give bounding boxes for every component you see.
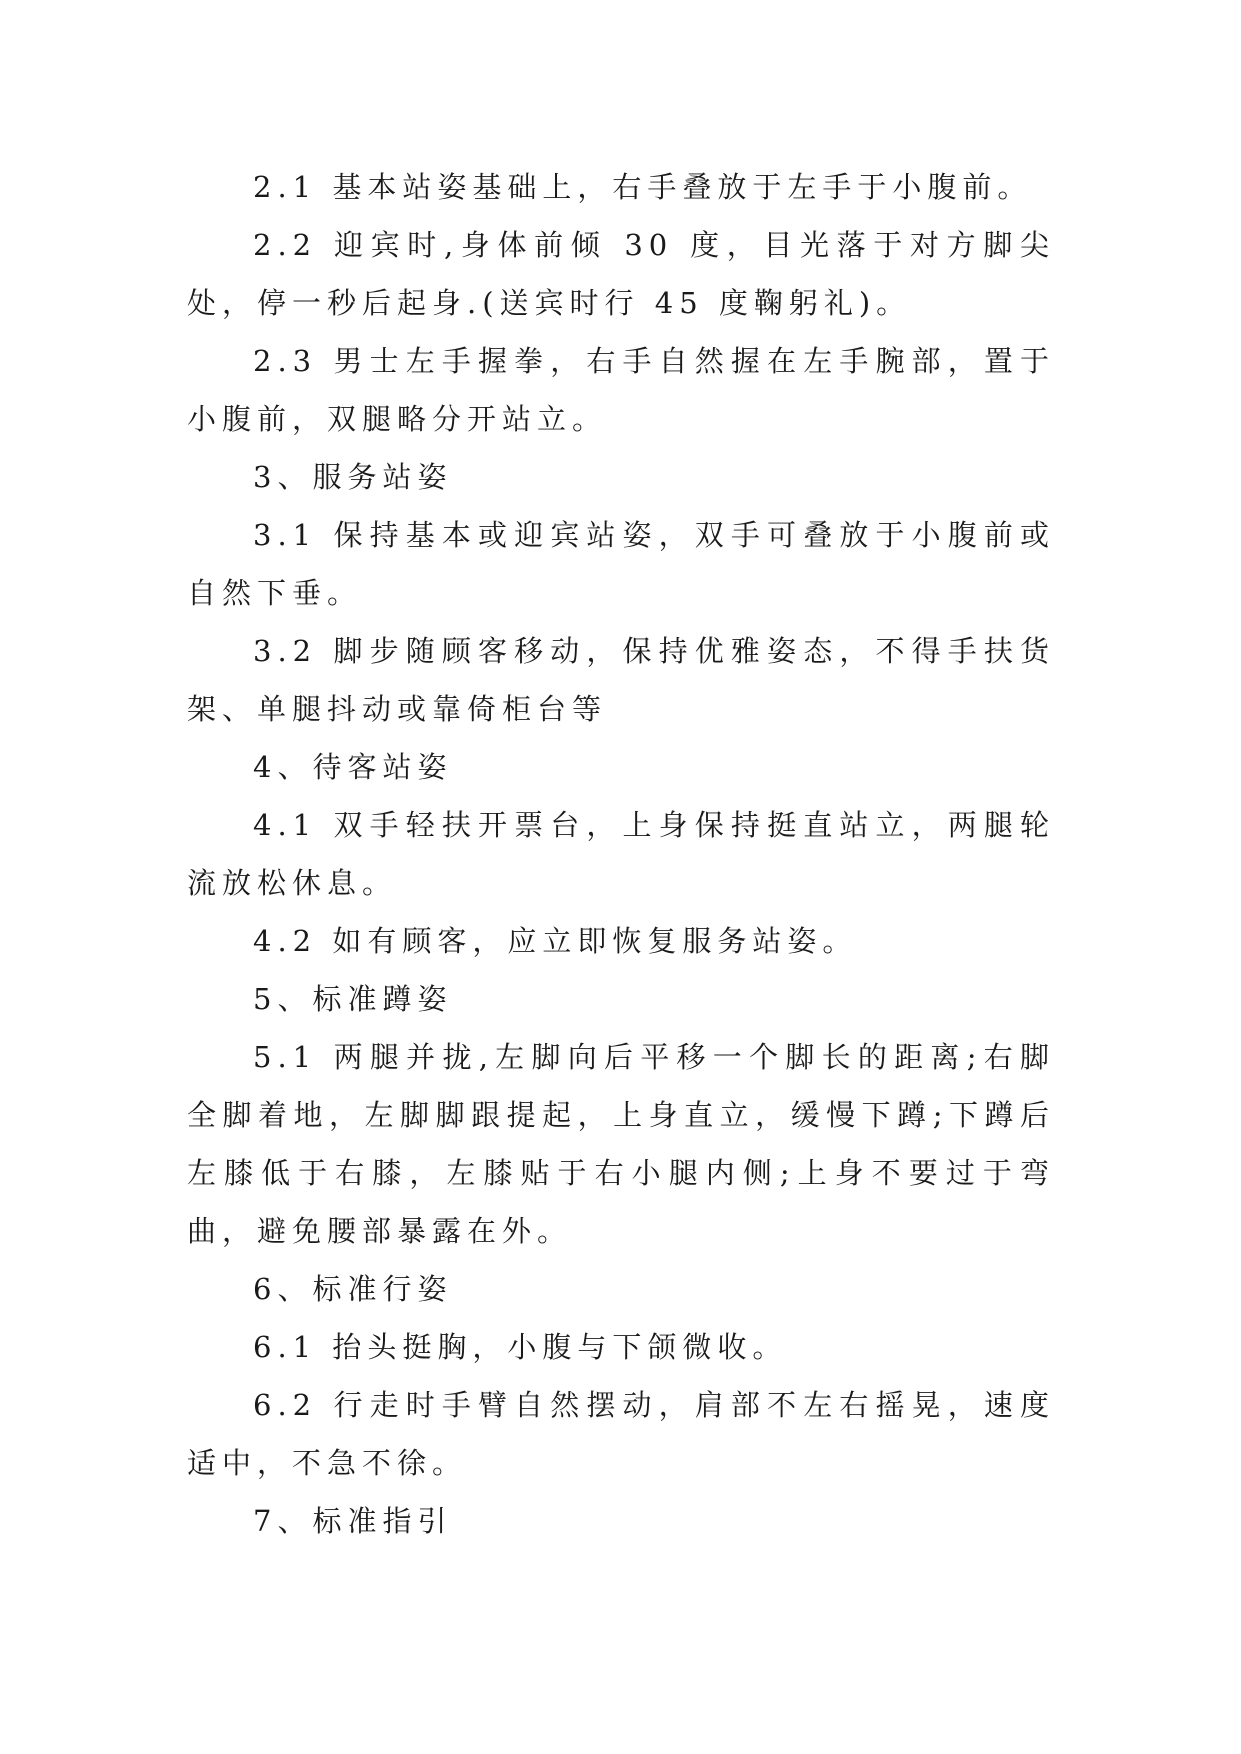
- paragraph-2-1: 2.1 基本站姿基础上，右手叠放于左手于小腹前。: [253, 170, 1033, 204]
- section-heading-3: 3、服务站姿: [253, 460, 453, 494]
- paragraph-6-2: 6.2 行走时手臂自然摆动，肩部不左右摇晃，速度适中，不急不徐。: [187, 1388, 1055, 1480]
- paragraph-3-1: 3.1 保持基本或迎宾站姿，双手可叠放于小腹前或自然下垂。: [187, 518, 1055, 610]
- section-heading-4: 4、待客站姿: [253, 750, 453, 784]
- paragraph-2-2: 2.2 迎宾时,身体前倾 30 度，目光落于对方脚尖处，停一秒后起身.(送宾时行 45 度鞠躬礼)。: [187, 228, 1055, 320]
- section-heading-6: 6、标准行姿: [253, 1272, 453, 1306]
- section-heading-7: 7、标准指引: [253, 1504, 453, 1538]
- paragraph-6-1: 6.1 抬头挺胸，小腹与下颌微收。: [253, 1330, 788, 1364]
- paragraph-3-2: 3.2 脚步随顾客移动，保持优雅姿态，不得手扶货架、单腿抖动或靠倚柜台等: [187, 634, 1055, 726]
- paragraph-2-3: 2.3 男士左手握拳，右手自然握在左手腕部，置于小腹前，双腿略分开站立。: [187, 344, 1055, 436]
- paragraph-5-1: 5.1 两腿并拢,左脚向后平移一个脚长的距离;右脚全脚着地，左脚脚跟提起，上身直立，缓慢下蹲;下蹲后左膝低于右膝，左膝贴于右小腿内侧;上身不要过于弯曲，避免腰部暴露在外。: [187, 1040, 1055, 1248]
- paragraph-4-2: 4.2 如有顾客，应立即恢复服务站姿。: [253, 924, 858, 958]
- section-heading-5: 5、标准蹲姿: [253, 982, 453, 1016]
- paragraph-4-1: 4.1 双手轻扶开票台，上身保持挺直站立，两腿轮流放松休息。: [187, 808, 1055, 900]
- document-body: [187, 158, 1055, 1550]
